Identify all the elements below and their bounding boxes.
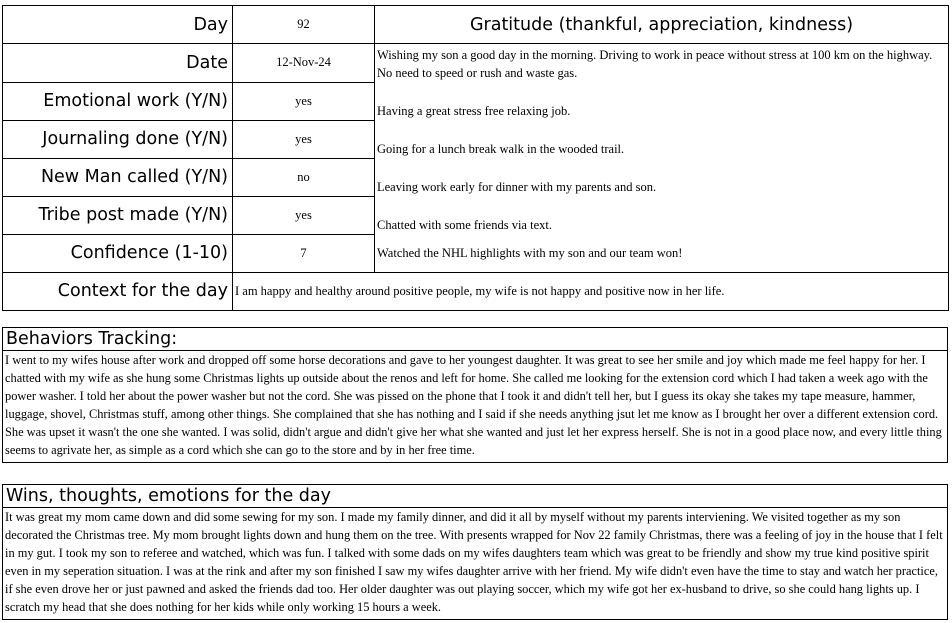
behaviors-title: Behaviors Tracking: bbox=[3, 328, 947, 351]
tribe-post-value[interactable]: yes bbox=[233, 196, 375, 234]
gratitude-header: Gratitude (thankful, appreciation, kindness) bbox=[375, 6, 949, 44]
wins-title: Wins, thoughts, emotions for the day bbox=[3, 485, 947, 508]
confidence-value[interactable]: 7 bbox=[233, 234, 375, 272]
journaling-value[interactable]: yes bbox=[233, 120, 375, 158]
emotional-work-label: Emotional work (Y/N) bbox=[3, 82, 233, 120]
day-label: Day bbox=[3, 6, 233, 44]
context-label: Context for the day bbox=[3, 272, 233, 310]
gratitude-item-4[interactable]: Leaving work early for dinner with my parents and son. bbox=[375, 158, 949, 196]
day-value[interactable]: 92 bbox=[233, 6, 375, 44]
daily-tracker-table bbox=[2, 5, 949, 311]
gratitude-item-2[interactable]: Having a great stress free relaxing job. bbox=[375, 82, 949, 120]
behaviors-section bbox=[2, 327, 948, 463]
tribe-post-label: Tribe post made (Y/N) bbox=[3, 196, 233, 234]
gratitude-item-3[interactable]: Going for a lunch break walk in the wooded trail. bbox=[375, 120, 949, 158]
wins-text[interactable]: It was great my mom came down and did some sewing for my son. I made my family dinner, and did it all by myself without my parents interviening. We visited together as my son decorated the Christmas tree. My mom brought lights down and hung them on the tree. With presents wrapped for Nov 22 family Christmas, there was a feeling of joy in the house that I felt in my gut. I took my son to referee and watched, which was fun. I talked with some dads on my wifes daughters team which was great to be friendly and show my true kind positive spirit even in my seperation situation. I was at the rink and after my son finished I saw my wifes daughter arrive with her friend. My wife didn't even have the time to stay and watch her practice, if she even drove her or just pawned and asked the friends dad too. Her older daughter was out playing soccer, which my wife got her ex-husband to drive, so she could hang lights up. I scratch my head that she does nothing for her kids while only working 15 hours a week. bbox=[5, 510, 943, 614]
context-value[interactable]: I am happy and healthy around positive people, my wife is not happy and positive now in her life. bbox=[233, 272, 949, 310]
date-value[interactable]: 12-Nov-24 bbox=[233, 44, 375, 83]
confidence-label: Confidence (1-10) bbox=[3, 234, 233, 272]
behaviors-text[interactable]: I went to my wifes house after work and dropped off some horse decorations and gave to her youngest daughter. It was great to see her smile and joy which made me feel happy for her. I chatted with my wife as she hung some Christmas lights up outside about the renos and left for home. She called me looking for the extension cord which I had taken a week ago with the power washer. I told her about the power washer but not the cord. She was pissed on the phone that I took it and didn't tell her, but I guess its okay she takes my tape measure, hammer, luggage, shovel, Christmas stuff, among other things. She complained that she has nothing and I said if she needs anything jsut let me know as I brought her over a different extension cord. She was upset it wasn't the one she wanted. I was solid, didn't argue and didn't give her what she wanted and just let her express herself. She is not in a good place now, and every little thing seems to agrivate her, as simple as a cord which she can go to the store and by in her free time. bbox=[5, 353, 942, 457]
emotional-work-value[interactable]: yes bbox=[233, 82, 375, 120]
new-man-called-label: New Man called (Y/N) bbox=[3, 158, 233, 196]
journaling-label: Journaling done (Y/N) bbox=[3, 120, 233, 158]
date-label: Date bbox=[3, 44, 233, 83]
gratitude-item-5[interactable]: Chatted with some friends via text. bbox=[375, 196, 949, 234]
wins-section bbox=[2, 484, 948, 620]
gratitude-item-1[interactable]: Wishing my son a good day in the morning. Driving to work in peace without stress at 100 km on the highway. No need to speed or rush and waste gas. bbox=[375, 44, 949, 83]
gratitude-item-6[interactable]: Watched the NHL highlights with my son and our team won! bbox=[375, 234, 949, 272]
new-man-called-value[interactable]: no bbox=[233, 158, 375, 196]
